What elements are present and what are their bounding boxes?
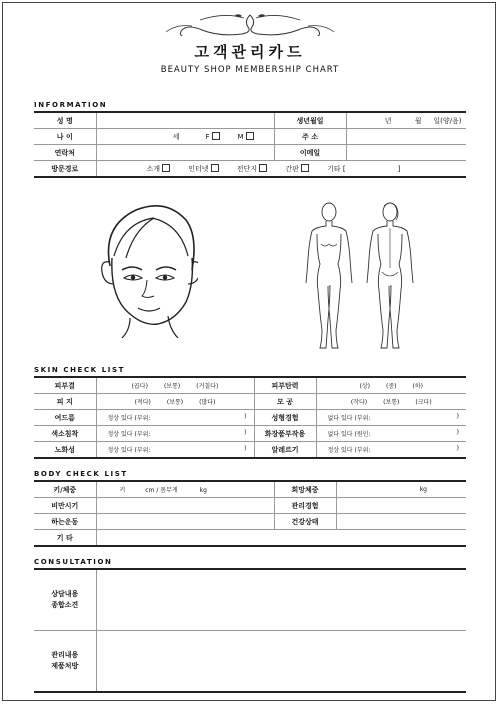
route-other[interactable]: 기타 [ ] (327, 164, 401, 173)
surgery-label: 성형경험 (254, 410, 316, 426)
sebum-label: 피 지 (34, 394, 96, 410)
birth-label: 생년월일 (274, 112, 346, 129)
body-front-illustration (303, 200, 355, 356)
body-heading: BODY CHECK LIST (34, 470, 128, 478)
female-label: F (205, 132, 210, 141)
skin-type-label: 피부결 (34, 377, 96, 394)
birth-year: 년 (384, 116, 392, 125)
contact-field[interactable] (96, 145, 274, 161)
name-label: 성 명 (34, 112, 96, 129)
obesity-label: 비만시기 (34, 498, 96, 514)
email-label: 이메일 (274, 145, 346, 161)
elasticity-label: 피부탄력 (254, 377, 316, 394)
acne-field[interactable]: 정상 있다 (부위: ) (96, 410, 254, 426)
other-label: 기 타 (34, 530, 96, 547)
goal-weight-label: 희망체중 (274, 481, 336, 498)
route-option-flyer[interactable]: 전단지 (237, 164, 267, 174)
consult-label: 상담내용 종합소견 (34, 569, 96, 631)
height-weight-field[interactable]: 키 cm / 몸무게 kg (96, 481, 274, 498)
male-checkbox[interactable] (246, 132, 254, 140)
sebum-options[interactable]: (적다) (보통) (많다) (96, 394, 254, 410)
birth-month: 월 (414, 116, 422, 125)
aging-field[interactable]: 정상 있다 (부위: ) (96, 442, 254, 459)
pore-options[interactable]: (작다) (보통) (크다) (316, 394, 466, 410)
mgmt-exp-label: 관리경험 (274, 498, 336, 514)
consultation-heading: CONSULTATION (34, 558, 113, 566)
email-field[interactable] (346, 145, 466, 161)
address-field[interactable] (346, 129, 466, 145)
route-label: 방문경로 (34, 161, 96, 178)
pigment-field[interactable]: 정상 있다 (부위: ) (96, 426, 254, 442)
allergy-field[interactable]: 정상 있다 (부위: ) (316, 442, 466, 459)
information-table (34, 111, 466, 178)
body-back-illustration (364, 200, 416, 356)
pigment-label: 색소침착 (34, 426, 96, 442)
height-weight-label: 키/체중 (34, 481, 96, 498)
obesity-field[interactable] (96, 498, 274, 514)
acne-label: 여드름 (34, 410, 96, 426)
mgmt-field[interactable] (96, 631, 466, 693)
other-field[interactable] (96, 530, 466, 547)
consultation-table (34, 568, 466, 693)
elasticity-options[interactable]: (상) (중) (하) (316, 377, 466, 394)
contact-label: 연락처 (34, 145, 96, 161)
skin-type-options[interactable]: (곱다) (보통) (거칠다) (96, 377, 254, 394)
male-label: M (237, 132, 244, 141)
cosmetic-label: 화장품부작용 (254, 426, 316, 442)
consult-field[interactable] (96, 569, 466, 631)
exercise-field[interactable] (96, 514, 274, 530)
skin-table (34, 376, 466, 459)
age-unit: 세 (172, 132, 180, 141)
allergy-label: 알레르기 (254, 442, 316, 459)
name-field[interactable] (96, 112, 274, 129)
address-label: 주 소 (274, 129, 346, 145)
route-field (96, 161, 466, 178)
pore-label: 모 공 (254, 394, 316, 410)
body-table (34, 480, 466, 547)
page-subtitle: BEAUTY SHOP MEMBERSHIP CHART (160, 65, 340, 75)
surgery-field[interactable]: 없다 있다 (부위: ) (316, 410, 466, 426)
face-illustration (94, 200, 198, 338)
ornament-icon (160, 12, 340, 36)
birth-field[interactable] (346, 112, 466, 129)
mgmt-exp-field[interactable] (336, 498, 466, 514)
health-label: 건강상태 (274, 514, 336, 530)
goal-weight-field[interactable]: kg (336, 481, 466, 498)
route-option-intro[interactable]: 소개 (147, 164, 171, 174)
information-heading: INFORMATION (34, 101, 108, 109)
health-field[interactable] (336, 514, 466, 530)
skin-heading: SKIN CHECK LIST (34, 366, 126, 374)
aging-label: 노화성 (34, 442, 96, 459)
page-title: 고객관리카드 (194, 43, 306, 61)
route-option-internet[interactable]: 인터넷 (188, 164, 218, 174)
birth-day: 일(양/음) (433, 116, 462, 125)
female-checkbox[interactable] (212, 132, 220, 140)
age-field[interactable] (96, 129, 274, 145)
mgmt-label: 관리내용 제품처방 (34, 631, 96, 693)
route-option-sign[interactable]: 간판 (285, 164, 309, 174)
exercise-label: 하는운동 (34, 514, 96, 530)
age-label: 나 이 (34, 129, 96, 145)
cosmetic-field[interactable]: 없다 있다 (원인: ) (316, 426, 466, 442)
